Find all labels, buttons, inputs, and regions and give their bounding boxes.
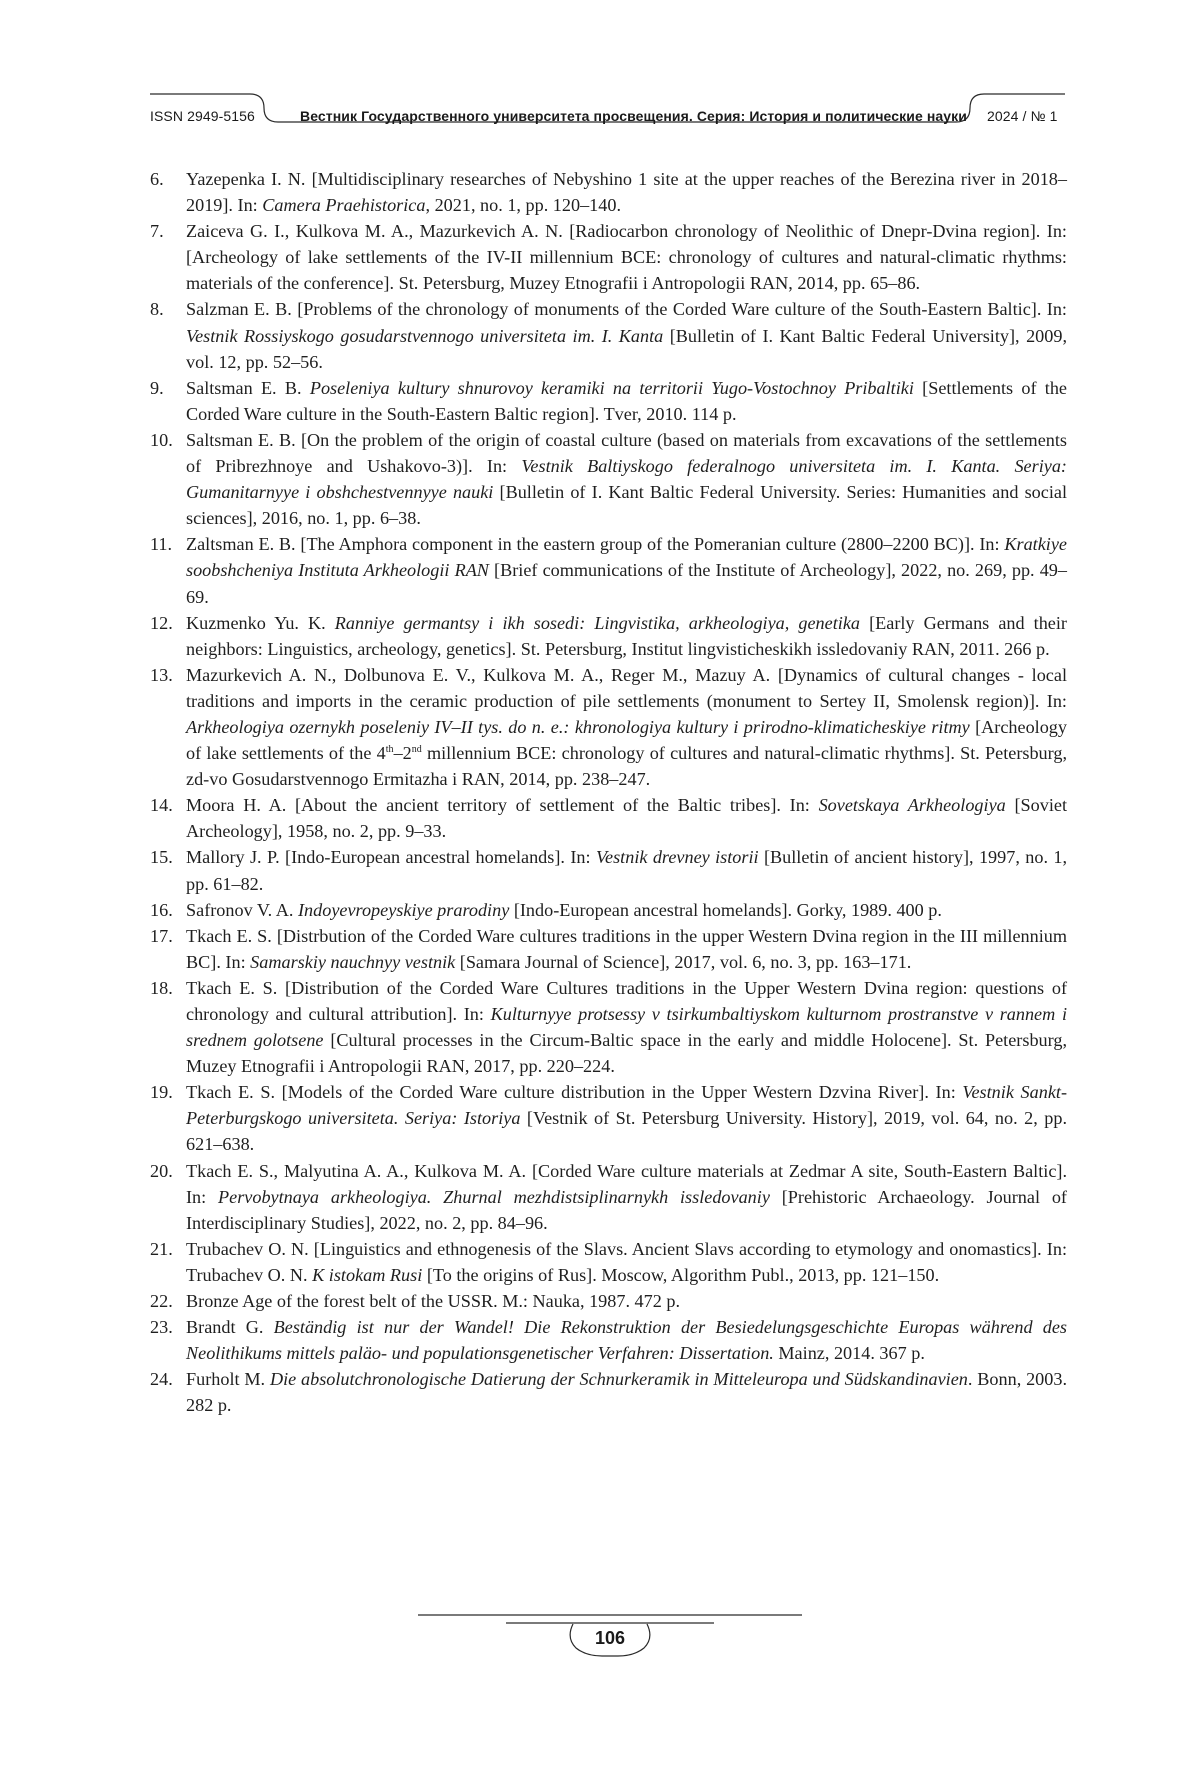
reference-source-title: Samarskiy nauchnyy vestnik: [250, 951, 456, 972]
reference-item: [150, 1079, 1067, 1157]
reference-item: [150, 897, 1067, 923]
reference-text: [Soviet Archeology], 1958, no. 2, pp. 9–33.: [186, 795, 1067, 842]
reference-text: Mainz, 2014. 367 p.: [773, 1343, 925, 1364]
reference-text: [Bulletin of I. Kant Baltic Federal University. Series: Humanities and social sciences], 2016, no. 1, pp. 6–38.: [186, 482, 1067, 529]
reference-number: 20.: [150, 1160, 173, 1181]
reference-item: [150, 1366, 1067, 1418]
reference-item: [150, 531, 1067, 609]
ordinal-suffix: nd: [411, 744, 422, 755]
reference-number: 15.: [150, 847, 173, 868]
reference-source-title: Vestnik drevney istorii: [595, 847, 759, 868]
reference-text: Salzman E. B. [Problems of the chronology of monuments of the Corded Ware culture of the South-Eastern Baltic]. In:: [186, 299, 1067, 320]
reference-text: Saltsman E. B.: [186, 377, 310, 398]
reference-item: [150, 610, 1067, 662]
reference-source-title: Vestnik Sankt-Peterburgskogo universiteta. Seriya: Istoriya: [186, 1082, 1068, 1129]
reference-text: Tkach E. S., Malyutina A. A., Kulkova M. A. [Corded Ware culture materials at Zedmar A site, South-Eastern Baltic]. In:: [186, 1160, 1067, 1207]
reference-source-title: Sovetskaya Arkheologiya: [818, 795, 1006, 816]
reference-text: Tkach E. S. [Distribution of the Corded Ware Cultures traditions in the Upper Western Dvina region: questions of chronology and cultural attribution]. In:: [186, 977, 1067, 1024]
reference-number: 6.: [150, 169, 164, 189]
reference-number: 18.: [150, 977, 173, 998]
reference-item: [150, 1314, 1067, 1366]
reference-text: [Bulletin of ancient history], 1997, no. 1, pp. 61–82.: [186, 847, 1068, 894]
reference-text: [Indo-European ancestral homelands]. Gorky, 1989. 400 p.: [509, 899, 942, 920]
reference-list: [150, 166, 1067, 1419]
issn: ISSN 2949-5156: [150, 108, 255, 124]
reference-source-title: Vestnik Baltiyskogo federalnogo universiteta im. I. Kanta. Seriya: Gumanitarnyye i obshchestvennyye nauki: [186, 456, 1067, 503]
reference-text: Kuzmenko Yu. K.: [186, 612, 335, 633]
reference-text: Zaiceva G. I., Kulkova M. A., Mazurkevich A. N. [Radiocarbon chronology of Neolithic of Dnepr-Dvina region]. In: [Archeology of lake settlements of the IV-II millennium BCE: chronology of cultures and natural-climatic rhythms: materials of the conference]. St. Petersburg, Muzey Etnografii i Antropologii RAN, 2014, pp. 65–86.: [186, 221, 1067, 294]
reference-item: [150, 296, 1067, 374]
reference-number: 23.: [150, 1317, 173, 1338]
reference-source-title: Beständig ist nur der Wandel! Die Rekonstruktion der Besiedelungsgeschichte Europas während des Neolithikums mittels paläo- und populationsgenetischer Verfahren: Dissertation.: [186, 1317, 1068, 1364]
reference-source-title: Die absolutchronologische Datierung der Schnurkeramik in Mitteleuropa und Südskandinavien: [269, 1369, 968, 1390]
reference-item: [150, 662, 1067, 792]
reference-item: [150, 166, 1067, 218]
reference-number: 14.: [150, 795, 173, 816]
reference-text: [Brief communications of the Institute of Archeology], 2022, no. 269, pp. 49–69.: [186, 560, 1067, 607]
reference-text: Mallory J. P. [Indo-European ancestral homelands]. In:: [186, 847, 596, 868]
reference-text: . Bonn, 2003. 282 p.: [186, 1369, 1067, 1416]
ordinal-suffix: th: [385, 744, 394, 755]
reference-number: 7.: [150, 221, 164, 242]
reference-item: [150, 375, 1067, 427]
reference-item: [150, 427, 1067, 531]
reference-item: [150, 1288, 1067, 1314]
reference-source-title: Arkheologiya ozernykh poseleniy IV–II tys. do n. e.: khronologiya kultury i prirodno-klimaticheskiye ritmy: [186, 716, 970, 737]
reference-text: Bronze Age of the forest belt of the USSR. M.: Nauka, 1987. 472 p.: [186, 1291, 681, 1312]
reference-text: [Vestnik of St. Petersburg University. History], 2019, vol. 64, no. 2, pp. 621–638.: [186, 1108, 1067, 1155]
reference-text: Trubachev O. N. [Linguistics and ethnogenesis of the Slavs. Ancient Slavs according to etymology and onomastics]. In: Trubachev O. N.: [186, 1238, 1067, 1285]
reference-text: Tkach E. S. [Distrbution of the Corded Ware cultures traditions in the upper Western Dvina region in the III millennium BC]. In:: [186, 925, 1067, 972]
reference-text: [Archeology of lake settlements of the 4: [186, 716, 1067, 764]
reference-item: [150, 923, 1067, 975]
reference-number: 24.: [150, 1369, 173, 1390]
reference-number: 19.: [150, 1082, 173, 1103]
reference-number: 13.: [150, 664, 173, 685]
reference-item: [150, 975, 1067, 1079]
reference-number: 16.: [150, 899, 173, 920]
reference-text: Zaltsman E. B. [The Amphora component in the eastern group of the Pomeranian culture (2800–2200 BC)]. In:: [186, 534, 1005, 555]
reference-number: 12.: [150, 612, 173, 633]
reference-item: [150, 792, 1067, 844]
issue-number: 2024 / № 1: [987, 108, 1058, 124]
reference-source-title: Kulturnyye protsessy v tsirkumbaltiyskom kulturnom prostranstve v rannem i srednem golotsene: [186, 1004, 1067, 1051]
reference-source-title: K istokam Rusi: [312, 1264, 423, 1285]
reference-item: [150, 1158, 1067, 1236]
reference-number: 17.: [150, 925, 173, 946]
reference-number: 11.: [150, 534, 173, 555]
reference-text: –2: [393, 743, 412, 764]
reference-number: 10.: [150, 429, 173, 450]
reference-source-title: Pervobytnaya arkheologiya. Zhurnal mezhdistsiplinarnykh issledovaniy: [218, 1186, 770, 1207]
reference-source-title: Indoyevropeyskiye prarodiny: [298, 899, 510, 920]
reference-text: Yazepenka I. N. [Multidisciplinary researches of Nebyshino 1 site at the upper reaches of the Berezina river in 2018–2019]. In:: [186, 169, 1067, 216]
reference-number: 21.: [150, 1238, 173, 1259]
reference-number: 9.: [150, 377, 164, 398]
reference-text: [Early Germans and their neighbors: Linguistics, archeology, genetics]. St. Petersburg, Institut lingvisticheskikh issledovaniy RAN, 2011. 266 p.: [186, 612, 1067, 659]
reference-text: [To the origins of Rus]. Moscow, Algorithm Publ., 2013, pp. 121–150.: [422, 1264, 940, 1285]
reference-text: Safronov V. A.: [186, 899, 298, 920]
reference-text: Furholt M.: [186, 1369, 270, 1390]
journal-title: Вестник Государственного университета просвещения. Серия: История и политические науки: [300, 108, 967, 124]
reference-text: [Settlements of the Corded Ware culture in the South-Eastern Baltic region]. Tver, 2010. 114 p.: [186, 377, 1067, 424]
reference-text: Brandt G.: [186, 1317, 274, 1338]
reference-text: [Bulletin of I. Kant Baltic Federal University], 2009, vol. 12, pp. 52–56.: [186, 325, 1067, 372]
reference-source-title: Poseleniya kultury shnurovoy keramiki na territorii Yugo-Vostochnoy Pribaltiki: [309, 377, 914, 398]
reference-text: Moora H. A. [About the ancient territory of settlement of the Baltic tribes]. In:: [186, 795, 819, 816]
reference-number: 22.: [150, 1291, 173, 1312]
reference-item: [150, 1236, 1067, 1288]
reference-source-title: Camera Praehistorica: [262, 195, 426, 216]
page-footer: [418, 1614, 802, 1674]
reference-source-title: Kratkiye soobshcheniya Instituta Arkheologii RAN: [186, 534, 1067, 581]
reference-text: Mazurkevich A. N., Dolbunova E. V., Kulkova M. A., Reger M., Mazuy A. [Dynamics of cultural changes - local traditions and imports in the ceramic production of pile settlements (monument to Sertey II, Smolensk region)]. In:: [186, 664, 1067, 711]
page-number: 106: [594, 1628, 626, 1648]
reference-source-title: Vestnik Rossiyskogo gosudarstvennogo universiteta im. I. Kanta: [186, 325, 664, 346]
running-header: [150, 86, 1065, 136]
reference-number: 8.: [150, 299, 164, 320]
reference-text: millennium BCE: chronology of cultures and natural-climatic rhythms]. St. Petersburg, zd-vo Gosudarstvennogo Ermitazha i RAN, 2014, pp. 238–247.: [186, 743, 1068, 790]
reference-item: [150, 218, 1067, 296]
reference-text: [Prehistoric Archaeology. Journal of Interdisciplinary Studies], 2022, no. 2, pp. 84–96.: [186, 1186, 1067, 1233]
reference-item: [150, 844, 1067, 896]
reference-text: Saltsman E. B. [On the problem of the origin of coastal culture (based on materials from excavations of the settlements of Pribrezhnoye and Ushakovo-3)]. In:: [186, 429, 1067, 477]
reference-text: [Samara Journal of Science], 2017, vol. 6, no. 3, pp. 163–171.: [455, 951, 912, 972]
reference-source-title: Ranniye germantsy i ikh sosedi: Lingvistika, arkheologiya, genetika: [334, 612, 860, 633]
reference-text: , 2021, no. 1, pp. 120–140.: [425, 195, 621, 216]
reference-text: Tkach E. S. [Models of the Corded Ware culture distribution in the Upper Western Dzvina River]. In:: [186, 1082, 963, 1103]
reference-text: [Cultural processes in the Circum-Baltic space in the early and middle Holocene]. St. Petersburg, Muzey Etnografii i Antropologii RAN, 2017, pp. 220–224.: [186, 1030, 1067, 1077]
